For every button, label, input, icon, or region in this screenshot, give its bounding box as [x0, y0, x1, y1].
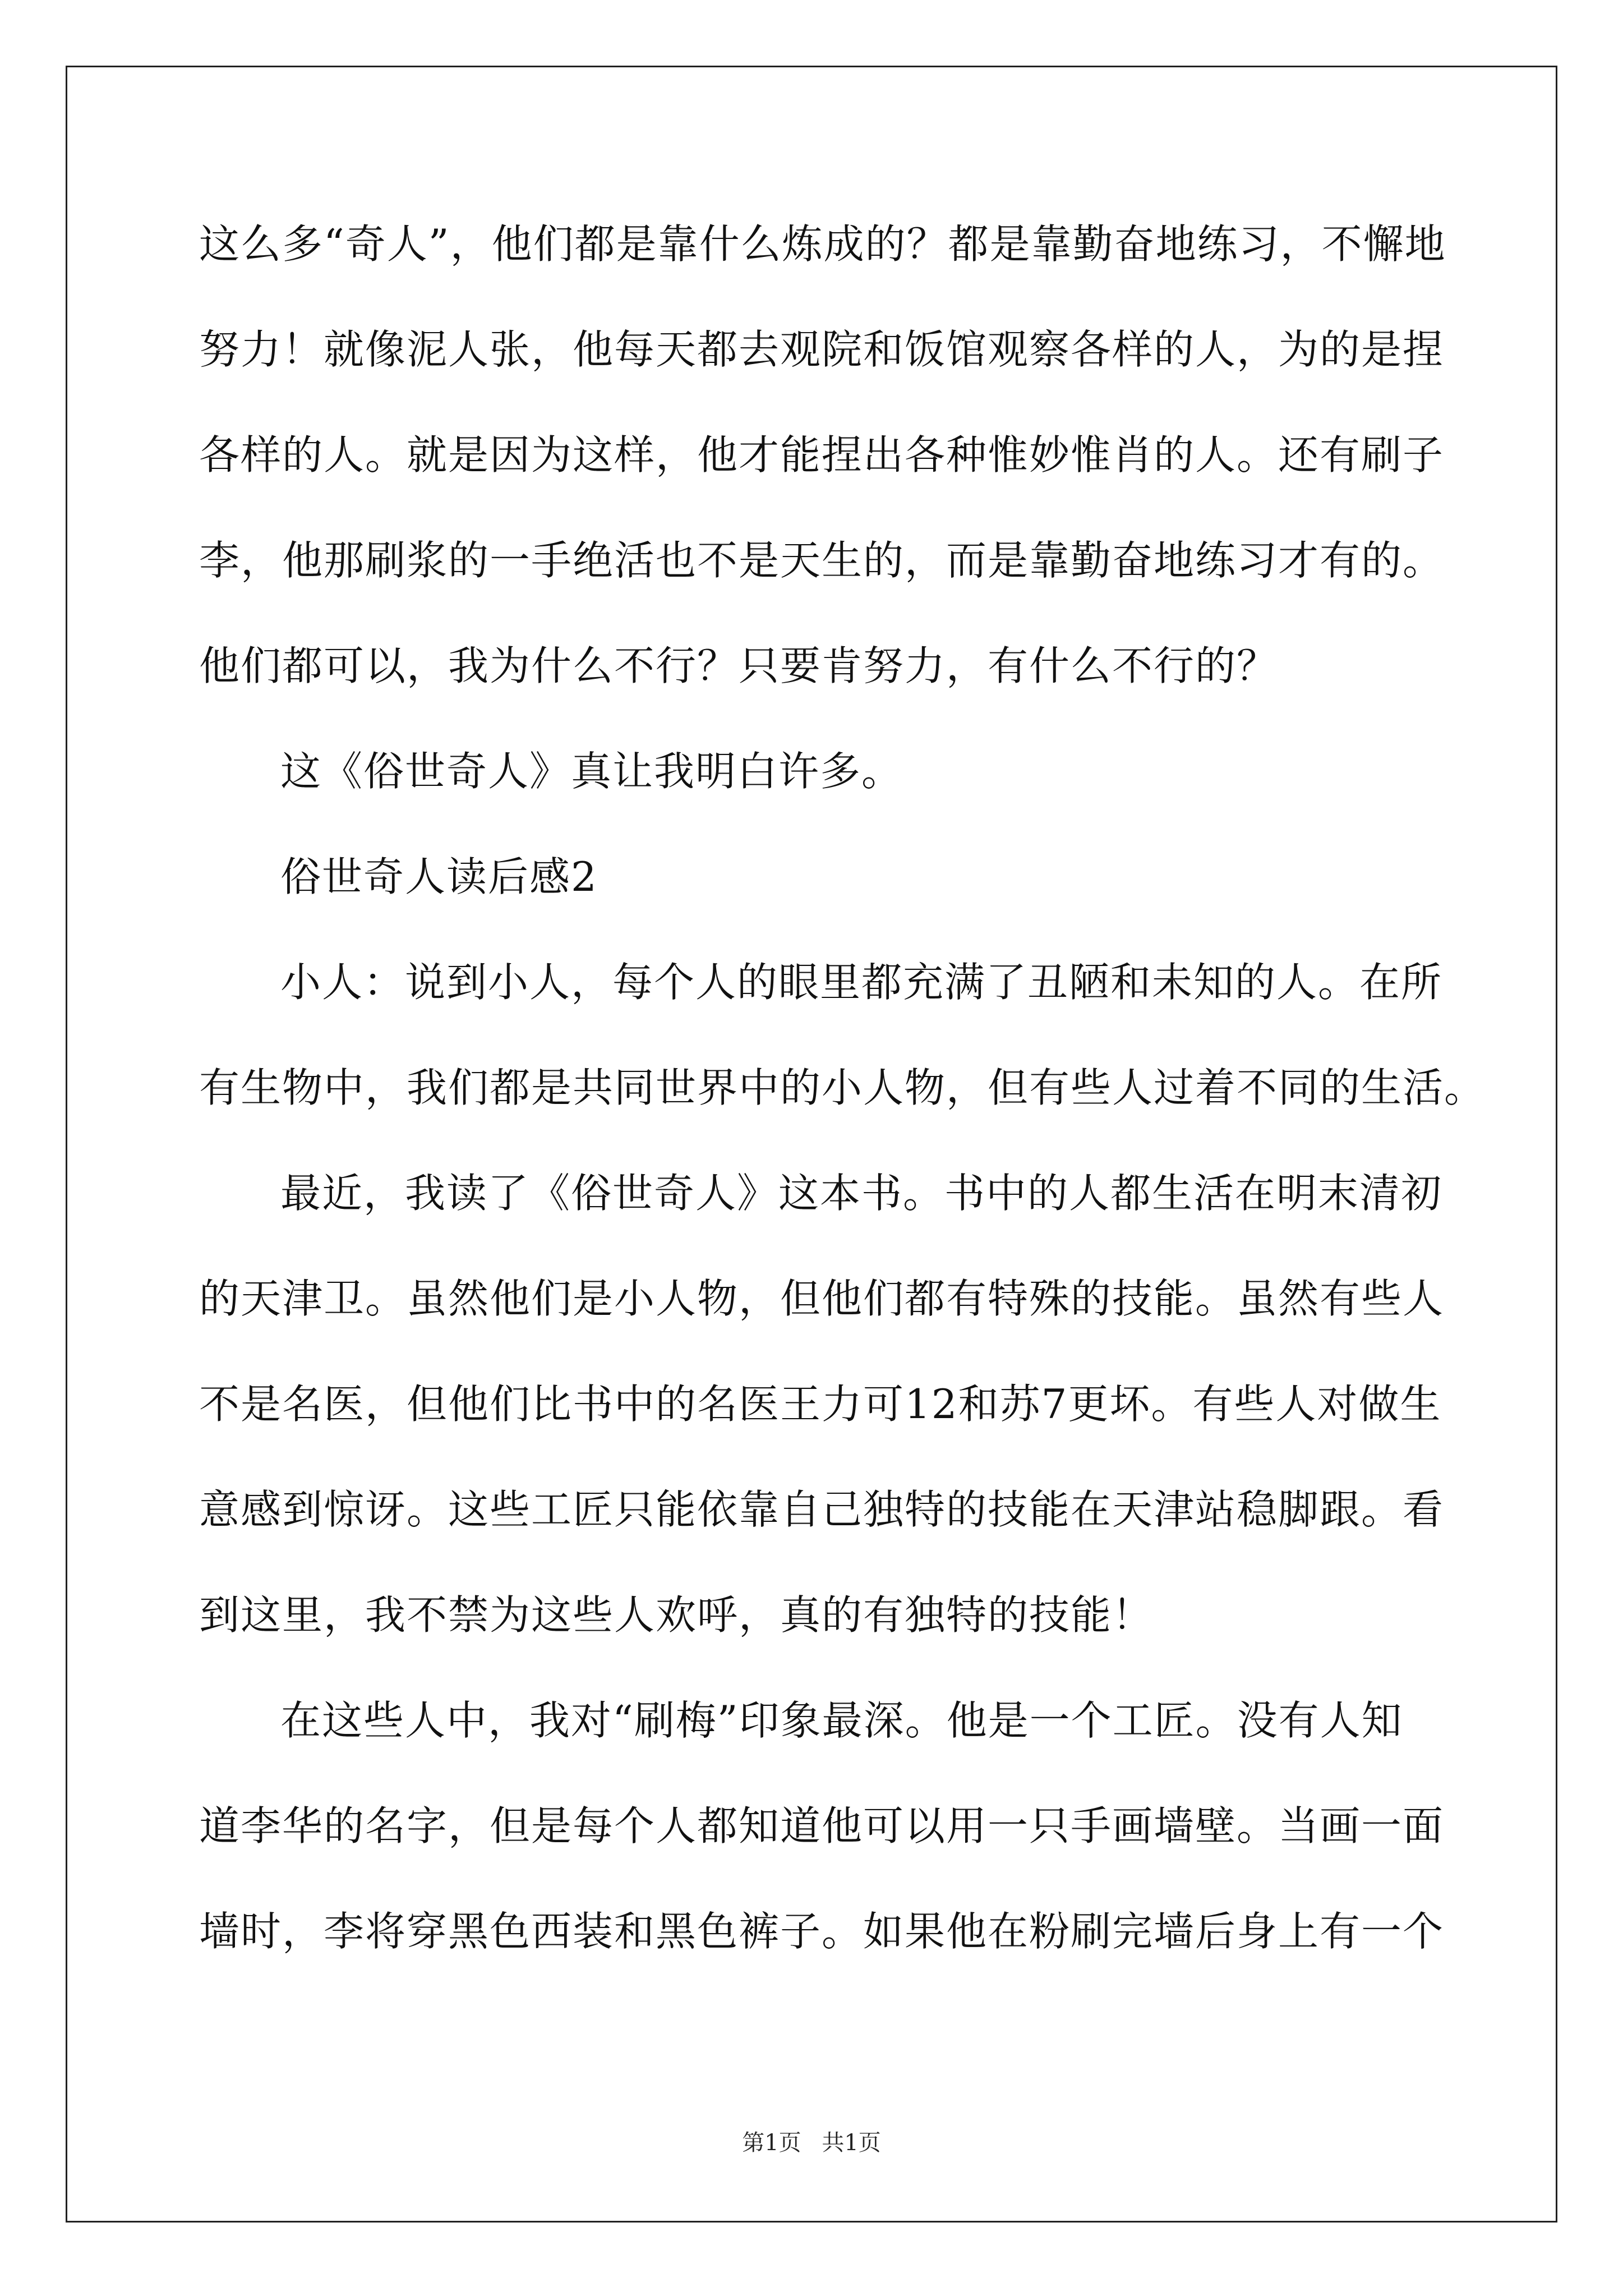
section-heading: 俗世奇人读后感2: [280, 853, 598, 900]
text-line-13: 意感到惊讶。这些工匠只能依靠自己独特的技能在天津站稳脚跟。看: [199, 1486, 1445, 1533]
text-line-11: 的天津卫。虽然他们是小人物，但他们都有特殊的技能。虽然有些人: [199, 1275, 1445, 1322]
text-line-16: 道李华的名字，但是每个人都知道他可以用一只手画墙壁。当画一面: [199, 1802, 1445, 1849]
page-border: [66, 66, 1557, 2223]
text-line-17: 墙时，李将穿黑色西装和黑色裤子。如果他在粉刷完墙后身上有一个: [199, 1908, 1445, 1955]
text-line-4: 李，他那刷浆的一手绝活也不是天生的，而是靠勤奋地练习才有的。: [199, 537, 1445, 584]
paragraph-start-line: 小人：说到小人，每个人的眼里都充满了丑陋和未知的人。在所: [280, 959, 1443, 1006]
text-line-14: 到这里，我不禁为这些人欢呼，真的有独特的技能！: [199, 1591, 1154, 1639]
page-number: 第1页: [742, 2130, 801, 2156]
text-line-1: 这么多“奇人”，他们都是靠什么炼成的？都是靠勤奋地练习，不懈地: [199, 220, 1446, 268]
page-footer: [0, 2126, 1623, 2160]
paragraph-start-line: 在这些人中，我对“刷梅”印象最深。他是一个工匠。没有人知: [280, 1697, 1403, 1744]
text-line-5: 他们都可以，我为什么不行？只要肯努力，有什么不行的？: [199, 642, 1279, 689]
text-line-3: 各样的人。就是因为这样，他才能捏出各种惟妙惟肖的人。还有刷子: [199, 431, 1445, 478]
text-line-9: 有生物中，我们都是共同世界中的小人物，但有些人过着不同的生活。: [199, 1064, 1486, 1111]
paragraph-start-line: 最近，我读了《俗世奇人》这本书。书中的人都生活在明末清初: [280, 1170, 1443, 1217]
text-line-12: 不是名医，但他们比书中的名医王力可12和苏7更坏。有些人对做生: [199, 1381, 1442, 1428]
text-line-2: 努力！就像泥人张，他每天都去观院和饭馆观察各样的人，为的是捏: [199, 326, 1445, 373]
page-total: 共1页: [822, 2130, 881, 2156]
paragraph-start-line: 这《俗世奇人》真让我明白许多。: [280, 748, 903, 795]
